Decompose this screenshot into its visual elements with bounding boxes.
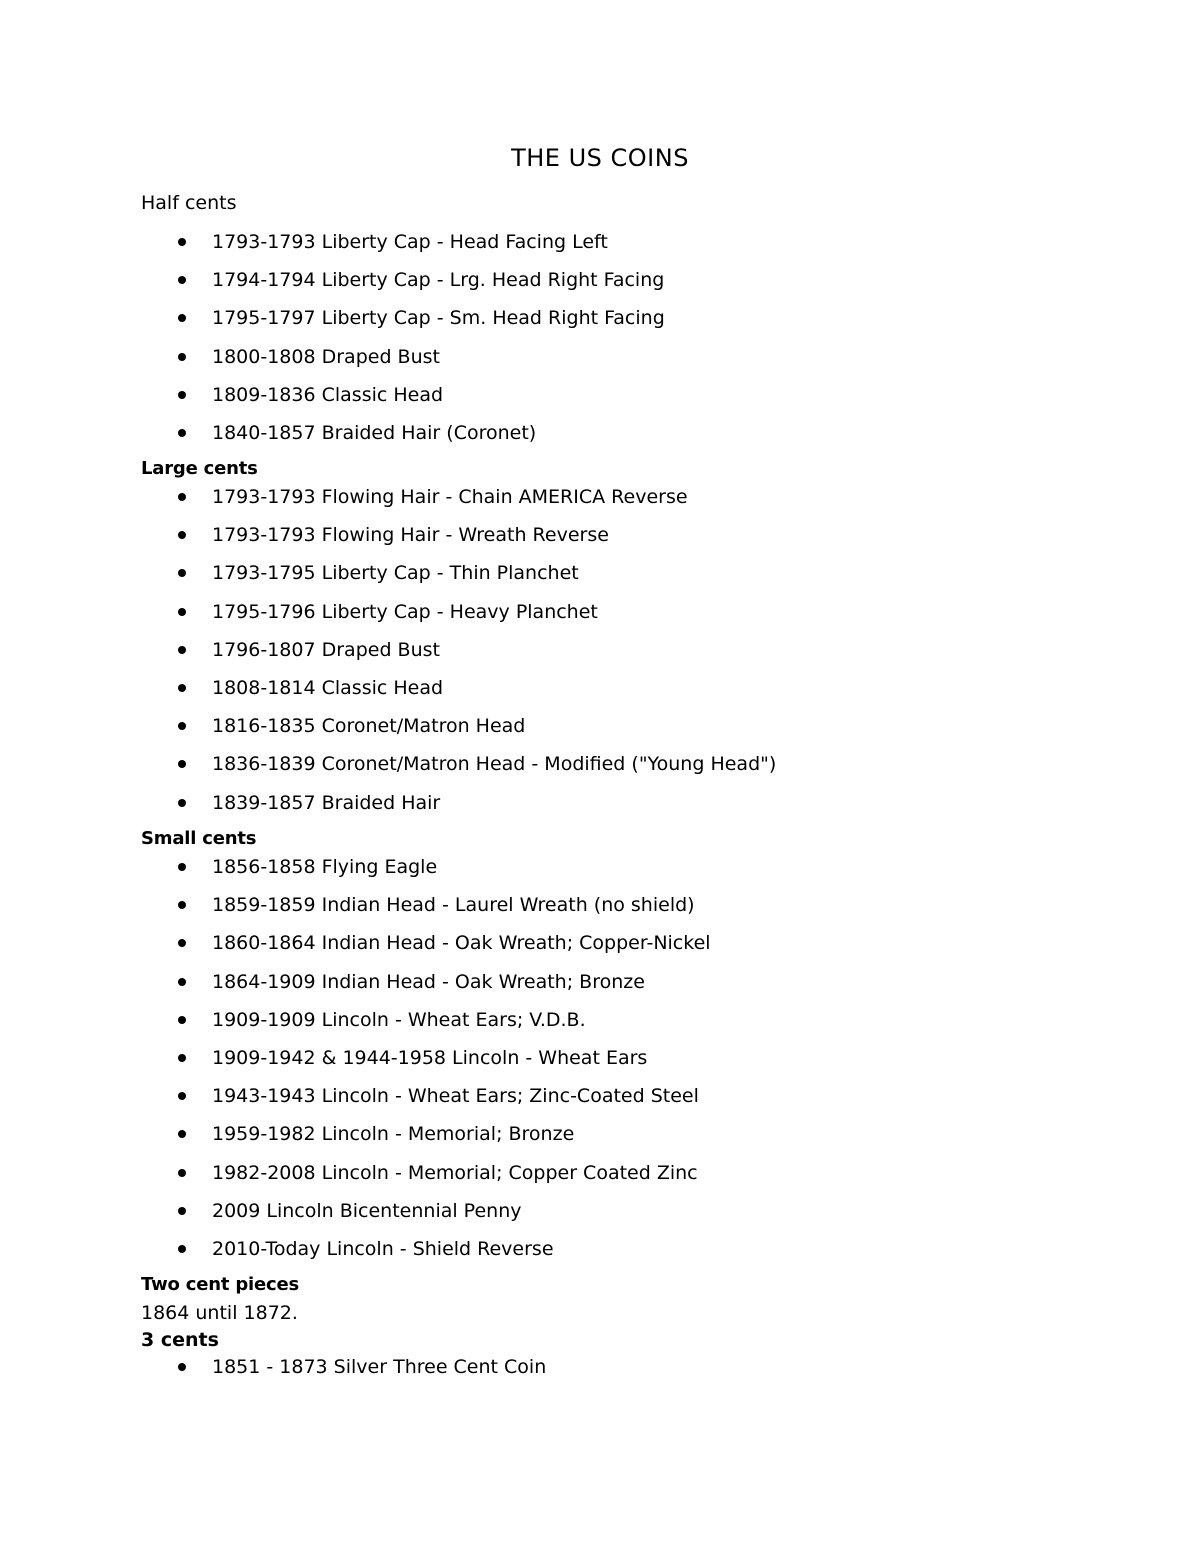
bullet-icon (178, 760, 186, 768)
list-item-text: 1794-1794 Liberty Cap - Lrg. Head Right Facing (212, 269, 665, 292)
bullet-icon (178, 1130, 186, 1138)
list-item-text: 1793-1793 Flowing Hair - Chain AMERICA Reverse (212, 486, 688, 508)
bullet-icon (178, 353, 186, 361)
bullet-icon (178, 1092, 186, 1100)
two-cent-pieces-text: 1864 until 1872. (141, 1302, 298, 1324)
list-item-text: 1864-1909 Indian Head - Oak Wreath; Bronze (212, 970, 645, 993)
list-item-text: 1851 - 1873 Silver Three Cent Coin (212, 1356, 547, 1378)
bullet-icon (178, 722, 186, 730)
list-item-text: 1816-1835 Coronet/Matron Head (212, 715, 526, 738)
list-item-text: 1982-2008 Lincoln - Memorial; Copper Coated Zinc (212, 1161, 698, 1184)
list-item-text: 1859-1859 Indian Head - Laurel Wreath (no shield) (212, 894, 695, 917)
bullet-icon (178, 391, 186, 399)
section-heading-half-cents: Half cents (141, 192, 237, 214)
bullet-icon (178, 1363, 186, 1371)
section-heading-three-cents: 3 cents (141, 1329, 219, 1351)
list-item-text: 1793-1795 Liberty Cap - Thin Planchet (212, 562, 579, 585)
list-item-text: 1856-1858 Flying Eagle (212, 856, 438, 878)
bullet-icon (178, 799, 186, 807)
bullet-icon (178, 1016, 186, 1024)
list-item-text: 1800-1808 Draped Bust (212, 345, 440, 368)
bullet-icon (178, 569, 186, 577)
list-item-text: 1795-1797 Liberty Cap - Sm. Head Right Facing (212, 307, 665, 330)
list-item-text: 1909-1942 & 1944-1958 Lincoln - Wheat Ears (212, 1046, 648, 1069)
list-item-text: 1793-1793 Liberty Cap - Head Facing Left (212, 231, 608, 253)
list-item-text: 1836-1839 Coronet/Matron Head - Modified ("Young Head") (212, 753, 777, 776)
bullet-icon (178, 939, 186, 947)
list-item-text: 2010-Today Lincoln - Shield Reverse (212, 1237, 554, 1260)
list-item-text: 1808-1814 Classic Head (212, 676, 444, 699)
bullet-icon (178, 978, 186, 986)
bullet-icon (178, 493, 186, 501)
section-heading-small-cents: Small cents (141, 828, 257, 849)
section-heading-large-cents: Large cents (141, 458, 258, 479)
bullet-icon (178, 646, 186, 654)
section-heading-two-cent-pieces: Two cent pieces (141, 1274, 299, 1295)
bullet-icon (178, 238, 186, 246)
list-item-text: 1795-1796 Liberty Cap - Heavy Planchet (212, 600, 598, 623)
bullet-icon (178, 314, 186, 322)
bullet-icon (178, 1054, 186, 1062)
bullet-icon (178, 608, 186, 616)
list-item-text: 1860-1864 Indian Head - Oak Wreath; Copper-Nickel (212, 932, 711, 955)
bullet-icon (178, 1207, 186, 1215)
list-item-text: 1840-1857 Braided Hair (Coronet) (212, 421, 537, 444)
list-item-text: 2009 Lincoln Bicentennial Penny (212, 1199, 522, 1222)
list-item-text: 1943-1943 Lincoln - Wheat Ears; Zinc-Coated Steel (212, 1085, 699, 1108)
list-item-text: 1959-1982 Lincoln - Memorial; Bronze (212, 1123, 575, 1146)
bullet-icon (178, 684, 186, 692)
list-item-text: 1796-1807 Draped Bust (212, 638, 440, 661)
bullet-icon (178, 1245, 186, 1253)
bullet-icon (178, 276, 186, 284)
list-item-text: 1809-1836 Classic Head (212, 383, 444, 406)
bullet-icon (178, 901, 186, 909)
bullet-icon (178, 429, 186, 437)
bullet-icon (178, 863, 186, 871)
document-title: THE US COINS (511, 144, 689, 172)
list-item-text: 1839-1857 Braided Hair (212, 791, 441, 814)
bullet-icon (178, 1169, 186, 1177)
list-item-text: 1909-1909 Lincoln - Wheat Ears; V.D.B. (212, 1008, 586, 1031)
bullet-icon (178, 531, 186, 539)
list-item-text: 1793-1793 Flowing Hair - Wreath Reverse (212, 524, 609, 547)
